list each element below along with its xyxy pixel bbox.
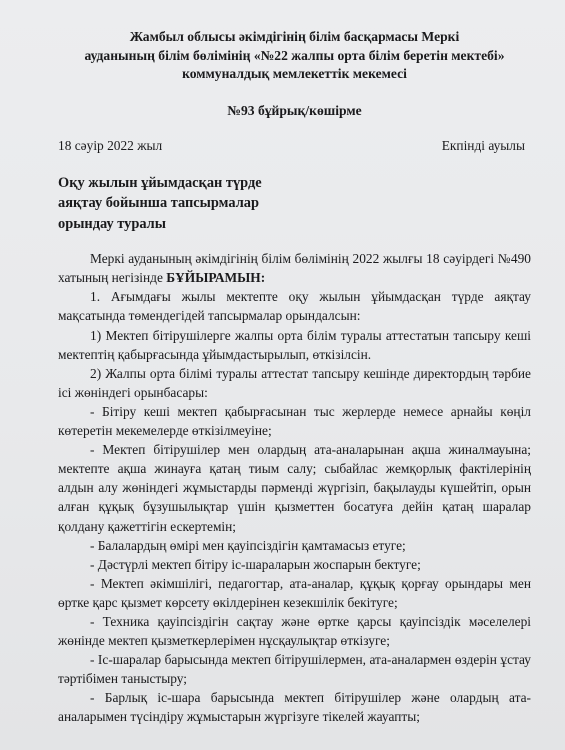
order-place: Екпінді ауылы [441,137,525,153]
header-line-3: коммуналдық мемлекеттік мекемесі [182,66,407,81]
list-item: - Балалардың өмірі мен қауіпсіздігін қамтамасыз етуге; [90,537,406,553]
list-item: - Техника қауіпсіздігін сақтау және өртке қарсы қауіпсіздік мәселелері жөнінде мектеп қызметкерлерімен нұсқаулықтар өткізуге; [58,613,531,649]
order-date: 18 сәуір 2022 жыл [58,137,163,153]
paragraph-2: 2) Жалпы орта білімі туралы аттестат тапсыру кешінде директордың тәрбие ісі жөніндегі орынбасары: [58,365,531,400]
subject-line-2: аяқтау бойынша тапсырмалар [58,195,259,212]
date-place-row [58,136,531,155]
header-line-1: Жамбыл облысы әкімдігінің білім басқармасы Меркі [129,29,460,44]
list-item: - Бітіру кеші мектеп қабырғасынан тыс жерлерде немесе арнайы көңіл көтеретін мекемелерде өткізілмеуіне; [58,403,531,439]
list-item: - Мектеп әкімшілігі, педагогтар, ата-аналар, құқық қорғау орындары мен өртке қарс қызмет көрсету өкілдерінен кезекшілік бекітуге; [58,575,531,610]
subject-line-3: орындау туралы [58,215,166,232]
list-item: - Іс-шаралар барысында мектеп бітірушілермен, ата-аналармен өздерін ұстау тәртібімен таныстыру; [58,652,531,687]
intro-paragraph [58,249,531,287]
header-line-2: ауданының білім бөлімінің «№22 жалпы орта білім беретін мектебі» [84,47,505,63]
order-word: БҰЙЫРАМЫН: [166,270,266,286]
order-title: №93 бұйрық/көшірме [227,102,362,118]
paragraph-1-1: 1) Мектеп бітірушілерге жалпы орта білім туралы аттестатын тапсыру кеші мектептің қабырғасында ұйымдастырылып, өткізілсін. [58,327,531,362]
list-item: - Мектеп бітірушілер мен олардың ата-аналарынан ақша жиналмауына; мектепте ақша жинауға қатаң тиым салу; сыбайлас жемқорлық фактілерінің алдын алу жөніндегі жұмыстарды пәрменді жүргізіп, бақылауды күшейтіп, орын алған құқық бұзушылықтар үшін қызметтен босатуға дейін қатаң шаралар қолдану қажеттігін ескертемін; [58,442,531,534]
list-item: - Барлық іс-шара барысында мектеп бітірушілер және олардың ата-аналарымен түсіндіру жұмыстарын жүргізуге тікелей жауапты; [58,690,531,725]
intro-text: Меркі ауданының әкімдігінің білім бөлімінің 2022 жылғы 18 сәуірдегі №490 хатының негізінде [58,251,531,286]
order-subject [58,173,318,235]
list-item: - Дәстүрлі мектеп бітіру іс-шараларын жоспарын бектуге; [90,556,421,572]
paragraph-1: 1. Ағымдағы жылы мектепте оқу жылын ұйымдасқан түрде аяқтау мақсатында төмендегідей тапсырмалар орындалсын: [58,289,531,324]
organization-header [58,28,531,84]
subject-line-1: Оқу жылын ұйымдасқан түрде [58,174,262,191]
